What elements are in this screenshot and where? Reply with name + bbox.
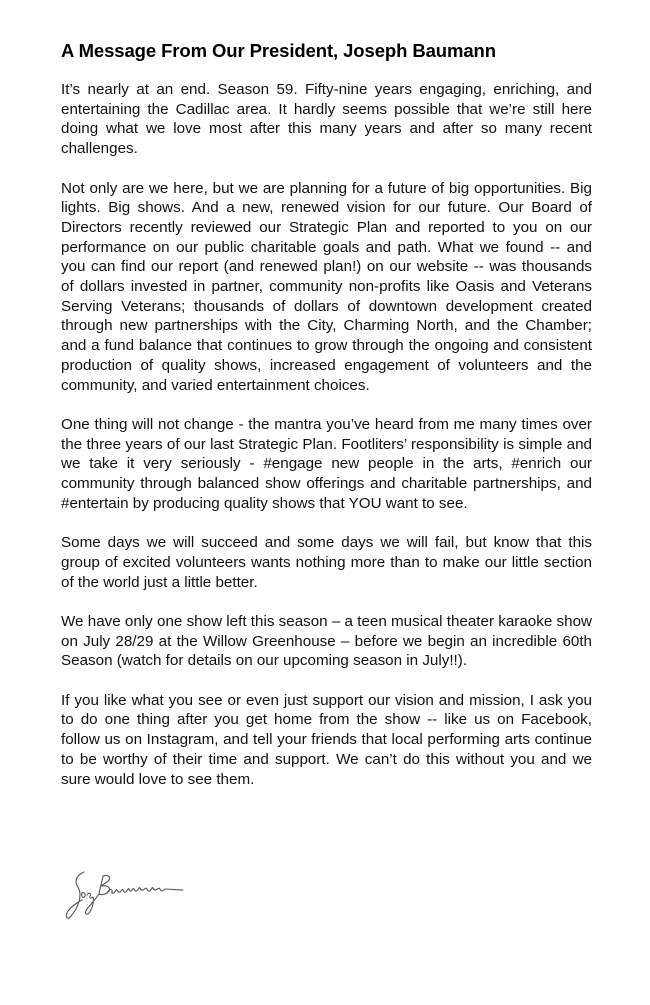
letter-title: A Message From Our President, Joseph Baumann bbox=[61, 40, 496, 61]
letter-paragraph-4: Some days we will succeed and some days we will fail, but know that this group of excited volunteers wants nothing more than to make our little section of the world just a little better. bbox=[61, 534, 592, 591]
letter-paragraph-1: It’s nearly at an end. Season 59. Fifty-nine years engaging, enriching, and entertaining the Cadillac area. It hardly seems possible that we’re still here doing what we love most after this many years and after so many recent challenges. bbox=[61, 81, 592, 158]
letter bbox=[61, 38, 592, 809]
letter-paragraph-2: Not only are we here, but we are planning for a future of big opportunities. Big lights. Big shows. And a new, renewed vision for our future. Our Board of Directors recently reviewed our Strategic Plan and reported to you on our performance on our public charitable goals and path. What we found -- and you can find our report (and renewed plan!) on our website -- was thousands of dollars invested in partner, community non-profits like Oasis and Veterans Serving Veterans; thousands of dollars of downtown development created through new partnerships with the City, Charming North, and the Chamber; and a fund balance that continues to grow through the ongoing and consistent production of quality shows, increased engagement of volunteers and the community, and varied entertainment choices. bbox=[61, 179, 592, 394]
handwritten-signature-icon bbox=[62, 866, 190, 922]
letter-paragraph-5: We have only one show left this season – a teen musical theater karaoke show on July 28/29 at the Willow Greenhouse – before we begin an incredible 60th Season (watch for details on our upcoming season in July!!). bbox=[61, 612, 592, 670]
letter-paragraph-6: If you like what you see or even just support our vision and mission, I ask you to do one thing after you get home from the show -- like us on Facebook, follow us on Instagram, and tell your friends that local performing arts continue to be worthy of their time and support. We can’t do this without you and we sure would love to see them. bbox=[61, 691, 592, 788]
letter-paragraph-3: One thing will not change - the mantra you’ve heard from me many times over the three years of our last Strategic Plan. Footliters’ responsibility is simple and we take it very seriously - #engage new people in the arts, #enrich our community through balanced show offerings and charitable partnerships, and #entertain by producing quality shows that YOU want to see. bbox=[61, 415, 592, 512]
